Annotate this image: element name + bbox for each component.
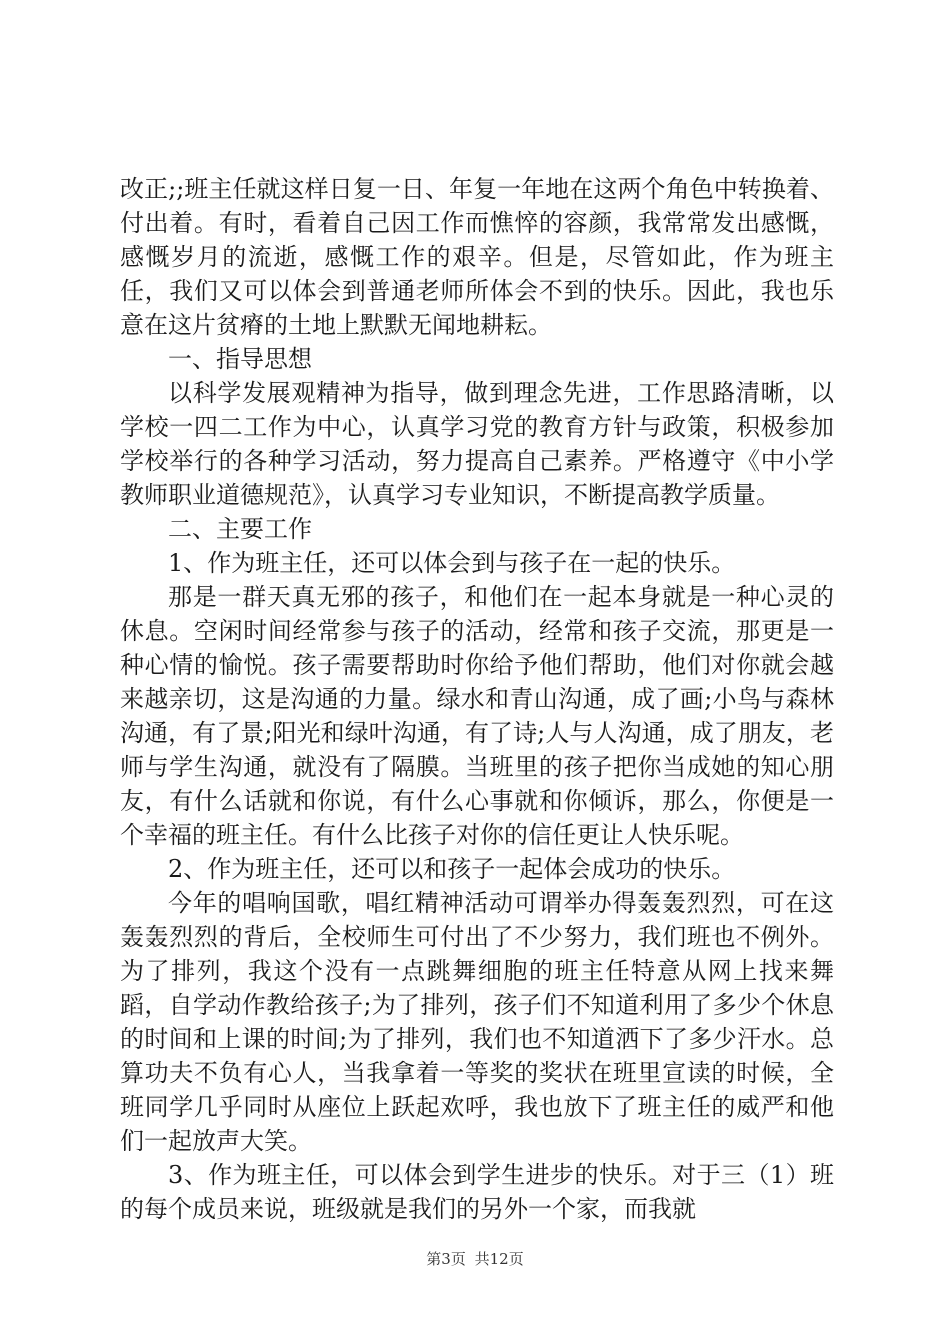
section-heading-main-work: 二、主要工作	[168, 515, 312, 543]
list-item-1: 1、作为班主任，还可以体会到与孩子在一起的快乐。	[168, 549, 736, 577]
paragraph-3: 那是一群天真无邪的孩子，和他们在一起本身就是一种心灵的休息。空闲时间经常参与孩子的活动，经常和孩子交流，那更是一种心情的愉悦。孩子需要帮助时你给予他们帮助，他们对你就会越来越亲切，这是沟通的力量。绿水和青山沟通，成了画;小鸟与森林沟通，有了景;阳光和绿叶沟通，有了诗;人与人沟通，成了朋友，老师与学生沟通，就没有了隔膜。当班里的孩子把你当成她的知心朋友，有什么话就和你说，有什么心事就和你倾诉，那么，你便是一个幸福的班主任。有什么比孩子对你的信任更让人快乐呢。	[120, 583, 834, 849]
paragraph-1: 改正;;班主任就这样日复一日、年复一年地在这两个角色中转换着、付出着。有时，看着自己因工作而憔悴的容颜，我常常发出感慨，感慨岁月的流逝，感慨工作的艰辛。但是，尽管如此，作为班主任，我们又可以体会到普通老师所体会不到的快乐。因此，我也乐意在这片贫瘠的土地上默默无闻地耕耘。	[120, 175, 834, 339]
paragraph-2: 以科学发展观精神为指导，做到理念先进，工作思路清晰，以学校一四二工作为中心，认真学习党的教育方针与政策，积极参加学校举行的各种学习活动，努力提高自己素养。严格遵守《中小学教师职业道德规范》，认真学习专业知识，不断提高教学质量。	[120, 379, 834, 509]
list-item-2: 2、作为班主任，还可以和孩子一起体会成功的快乐。	[168, 855, 736, 883]
page-footer	[0, 1248, 950, 1269]
list-item-3: 3、作为班主任，可以体会到学生进步的快乐。对于三（1）班的每个成员来说，班级就是我们的另外一个家，而我就	[120, 1161, 834, 1223]
page-total: 共12页	[474, 1250, 524, 1268]
page-number: 第3页	[426, 1250, 466, 1268]
paragraph-4: 今年的唱响国歌，唱红精神活动可谓举办得轰轰烈烈，可在这轰轰烈烈的背后，全校师生可付出了不少努力，我们班也不例外。为了排列，我这个没有一点跳舞细胞的班主任特意从网上找来舞蹈，自学动作教给孩子;为了排列，孩子们不知道利用了多少个休息的时间和上课的时间;为了排列，我们也不知道洒下了多少汗水。总算功夫不负有心人，当我拿着一等奖的奖状在班里宣读的时候，全班同学几乎同时从座位上跃起欢呼，我也放下了班主任的威严和他们一起放声大笑。	[120, 889, 834, 1155]
document-body	[120, 172, 834, 1226]
section-heading-guiding-ideology: 一、指导思想	[168, 345, 312, 373]
